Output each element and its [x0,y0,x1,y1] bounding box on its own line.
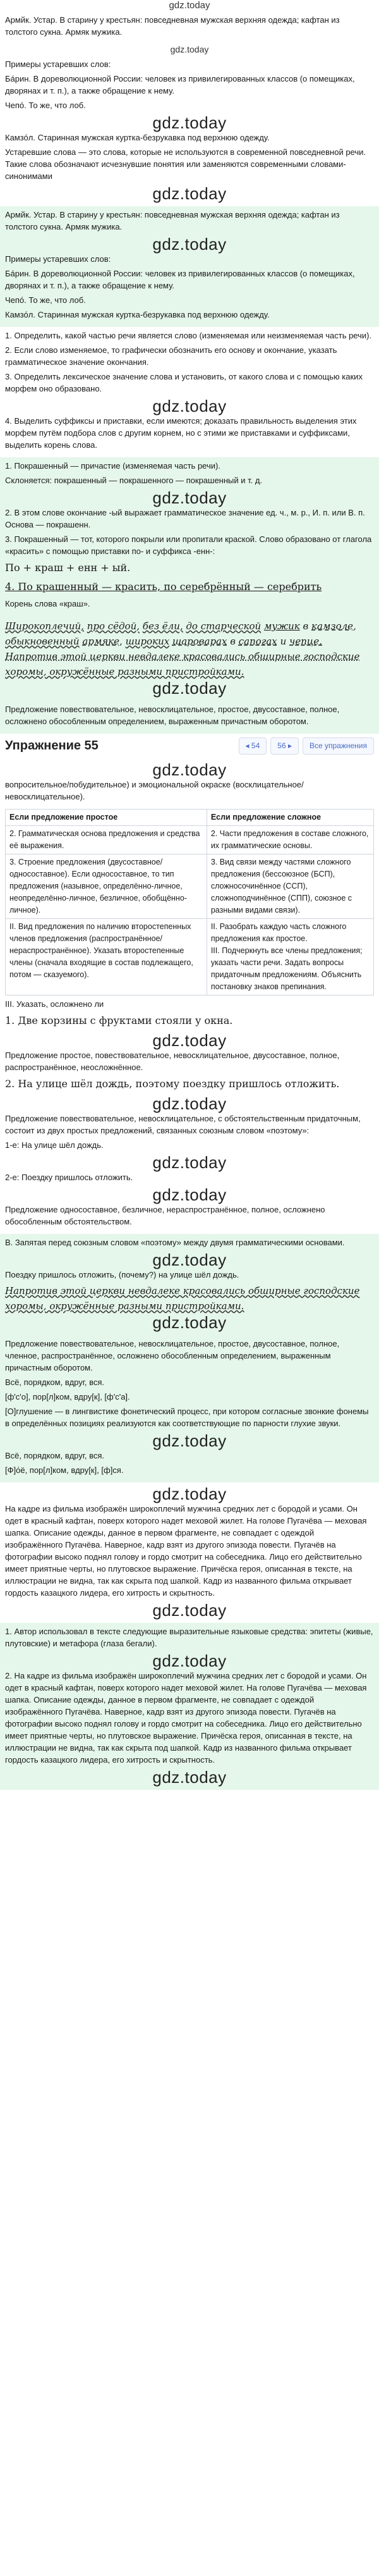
sentence-line: хоромы, окружённые разными пристройками. [5,1300,244,1312]
watermark: gdz.today [152,113,227,132]
paragraph: Предложение повествовательное, невосклицательное, простое, двусоставное, полное, осложнено обособленным определением, выраженным причастным оборотом. [5,705,340,726]
paragraph: Чепó. То же, что лоб. [5,101,86,110]
exercise-title: Упражнение 55 [5,739,99,753]
paragraph: На кадре из фильма изображён широкоплечий мужчина средних лет с бородой и усами. Он одет в красный кафтан, поверх которого надет меховой жилет. На голове Пугачёва — меховая шапка. Описание одежды, данное в первом фрагменте, не совпадает с одеждой изображённого Пугачёва. Наверное, кадр взят из другого эпизода повести. Пугачёв на фотографии высоко поднял голову и гордо смотрит на собеседника. Лицо его действительно имеет приятные черты, но плутовское выражение. Причёска героя, описанная в тексте, на иллюстрации не видна, так как скрыта под шапкой. Кадр из названного фильма открывает гордость казацкого лидера, его хитрость и скрытность. [5,1504,367,1598]
section-exercise-55 [0,758,379,809]
prev-exercise-button[interactable]: ◂ 54 [239,737,267,755]
sentence-line: Напротив этой церкви невдалеке красовались обширные господские [5,1285,360,1297]
top-watermark: gdz.today [169,0,210,11]
table-cell: II. Вид предложения по наличию второстепенных членов предложения (распространённое/нераспространённое). Указать второстепенные члены (сначала входящие в состав подлежащего, потом — сказуемого). [6,919,207,995]
watermark: gdz.today [152,1431,227,1450]
section-word-analysis-answer [0,457,379,616]
paragraph: III. Указать, осложнено ли [5,999,104,1009]
paragraph: 1-е: На улице шёл дождь. [5,1140,104,1150]
watermark: gdz.today [152,1601,227,1620]
paragraph: Предложение простое, повествовательное, невосклицательное, двусоставное, полное, распространённое, неосложнённое. [5,1051,340,1072]
paragraph: 1. Автор использовал в тексте следующие выразительные языковые средства: эпитеты (живые, плутовские) и метафора (глаза бегали). [5,1627,373,1648]
paragraph: Предложение односоставное, безличное, нераспространённое, полное, осложнено обособленным обстоятельством. [5,1205,325,1226]
comparison-table [5,809,374,995]
sentence-line: хоромы, окружённые разными пристройками. [5,666,244,677]
sentence-line: Напротив этой церкви невдалеке красовались обширные господские [5,651,360,662]
paragraph: 2. В этом слове окончание -ый выражает грамматическое значение ед. ч., м. р., И. п. или В. п. Основа — покрашенн. [5,508,365,529]
table-cell: 2. Части предложения в составе сложного, их грамматические основы. [207,826,373,854]
section-expressive-means [0,1623,379,1790]
watermark: gdz.today [152,1153,227,1172]
nav-buttons [239,737,374,755]
table-cell: II. Разобрать каждую часть сложного предложения как простое. III. Подчеркнуть все члены предложения; указать части речи. Задать вопросы придаточным предложениям. Объяснить постановку знаков препинания. [207,919,373,995]
watermark: gdz.today [152,1651,227,1670]
paragraph: [О]глушение — в лингвистике фонетический процесс, при котором согласные звонкие фонемы в определённых позициях реализуются как соответствующие по парности глухие звуки. [5,1407,369,1428]
paragraph: 3. Определить лексическое значение слова и установить, от какого слова и с помощью каких морфем оно образовано. [5,372,363,393]
watermark: gdz.today [152,1313,227,1332]
paragraph: 1. Определить, какой частью речи является слово (изменяемая или неизменяемая часть речи). [5,331,372,340]
paragraph: Устаревшие слова — это слова, которые не используются в современной повседневной речи. Такие слова обозначают исчезнувшие понятия или заменяются современными словами-синонимами [5,147,366,181]
paragraph: Армйк. Устар. В старину у крестьян: повседневная мужская верхняя одежда; кафтан из толстого сукна. Армяк мужика. [5,210,340,231]
watermark: gdz.today [170,44,209,54]
sentence-analysis [0,701,379,734]
parsed-sentence-2: 1. Две корзины с фруктами стояли у окна. [5,1014,233,1026]
paragraph: Примеры устаревших слов: [5,254,111,264]
all-exercises-button[interactable]: Все упражнения [303,737,374,755]
paragraph: Бáрин. В дореволюционной России: человек из привилегированных классов (о помещиках, дворянах и т. п.), а также обращение к нему. [5,269,355,290]
paragraph: Чепó. То же, что лоб. [5,295,86,305]
morpheme-breakdown: По + краш + енн + ый. [5,562,131,574]
table-row [6,854,374,919]
paragraph: Всё, порядком, вдруг, вся. [5,1377,105,1387]
paragraph: Предложение повествовательное, невосклицательное, простое, двусоставное, полное, членное, распространённое, осложнено обособленным определением, выраженным причастным оборотом. [5,1339,340,1372]
section-archaic-words-2 [0,206,379,327]
table-cell: 3. Вид связи между частями сложного предложения (бессоюзное (БСП), сложносочинённое (ССП), сложноподчинённое (СПП), союзное с разными видами связи). [207,854,373,919]
parsed-sentence-3: 2. На улице шёл дождь, поэтому поездку пришлось отложить. [5,1078,340,1090]
paragraph: Предложение повествовательное, невосклицательное, с обстоятельственным придаточным, состоит из двух простых предложений, связанных союзным словом «поэтому»: [5,1114,361,1135]
paragraph: Склоняется: покрашенный — покрашенного — покрашенный и т. д. [5,476,263,485]
next-exercise-button[interactable]: 56 ▸ [270,737,299,755]
table-cell: 2. Грамматическая основа предложения и средства её выражения. [6,826,207,854]
section-word-analysis [0,327,379,457]
table-row [6,919,374,995]
section-archaic-words-1 [0,11,379,206]
paragraph: [ф'с'о], пор[л]ком, вдру[к], [ф'с'а]. [5,1392,130,1402]
section-film-description [0,1482,379,1623]
paragraph: Поездку пришлось отложить, (почему?) на улице шёл дождь. [5,1270,239,1279]
paragraph: 3. Покрашенный — тот, которого покрыли или пропитали краской. Слово образовано от глагола «красить» с помощью приставки по- и суффикса -енн-: [5,534,372,556]
watermark: gdz.today [152,397,227,416]
watermark: gdz.today [152,1094,227,1113]
watermark: gdz.today [152,679,227,698]
paragraph: вопросительное/побудительное) и эмоциональной окраске (восклицательное/невосклицательное). [5,780,304,801]
table-row [6,826,374,854]
paragraph: В. Запятая перед союзным словом «поэтому» между двумя грамматическими основами. [5,1238,345,1247]
paragraph: 2. Если слово изменяемое, то графически обозначить его основу и окончание, указать грамматическое значение окончания. [5,345,337,367]
paragraph: Бáрин. В дореволюционной России: человек из привилегированных классов (о помещиках, дворянах и т. п.), а также обращение к нему. [5,74,355,96]
paragraph: Корень слова «краш». [5,599,90,608]
watermark: gdz.today [152,235,227,254]
table-header: Если предложение простое [6,810,207,826]
watermark: gdz.today [152,1185,227,1204]
watermark: gdz.today [152,1768,227,1787]
watermark: gdz.today [152,1031,227,1050]
watermark: gdz.today [152,184,227,203]
paragraph: Камзóл. Старинная мужская куртка-безрукавка под верхнюю одежду. [5,310,270,319]
paragraph: 2-е: Поездку пришлось отложить. [5,1173,133,1182]
section-exercise-55b [0,995,379,1234]
paragraph: Примеры устаревших слов: [5,59,111,69]
paragraph: 1. Покрашенный — причастие (изменяемая часть речи). [5,461,220,471]
morpheme-examples: 4. По крашенный — красить, по серебрённый — серебрить [5,581,322,593]
paragraph: Всё, порядком, вдруг, вся. [5,1451,105,1460]
exercise-nav [0,734,379,758]
paragraph: [Ф]о́ё, пор[л]ком, вдру[к], [ф]ся. [5,1465,124,1475]
table-cell: 3. Строение предложения (двусоставное/односоставное). Если односоставное, то тип предложения (назывное, определённо-личное, неопределённо-личное, безличное, обобщённо-личное). [6,854,207,919]
paragraph: Армйк. Устар. В старину у крестьян: повседневная мужская верхняя одежда; кафтан из толстого сукна. Армяк мужика. [5,15,340,37]
watermark: gdz.today [152,488,227,507]
paragraph: 2. На кадре из фильма изображён широкоплечий мужчина средних лет с бородой и усами. Он одет в красный кафтан, поверх которого надет меховой жилет. На голове Пугачёва — меховая шапка. Описание одежды, данное в первом фрагменте, не совпадает с одеждой изображённого Пугачёва. Наверное, кадр взят из другого эпизода повести. Пугачёв на фотографии высоко поднял голову и гордо смотрит на собеседника. Лицо его действительно имеет приятные черты, но плутовское выражение. Причёска героя, описанная в тексте, на иллюстрации не видна, так как скрыта под шапкой. Кадр из названного фильма открывает гордость казацкого лидера, его хитрость и скрытность. [5,1671,367,1765]
watermark: gdz.today [152,760,227,779]
section-phonetics [0,1335,379,1482]
paragraph: Камзóл. Старинная мужская куртка-безрукавка под верхнюю одежду. [5,133,270,142]
sentence-line: Широкоплечий, про сёдой, без ёли, до старческой мужик в камзоле, обыкновенный армяке, широких шароварах в сапогах и чепце. [5,620,356,647]
parsed-sentence-1 [0,616,379,701]
section-sentence-3-notes [0,1234,379,1335]
paragraph: 4. Выделить суффиксы и приставки, если имеются; доказать правильность выделения этих морфем путём подбора слов с другим корнем, но с этими же приставками и суффиксами, выделить корень слова. [5,416,357,450]
table-header: Если предложение сложное [207,810,373,826]
watermark: gdz.today [152,1484,227,1503]
watermark: gdz.today [152,1250,227,1269]
